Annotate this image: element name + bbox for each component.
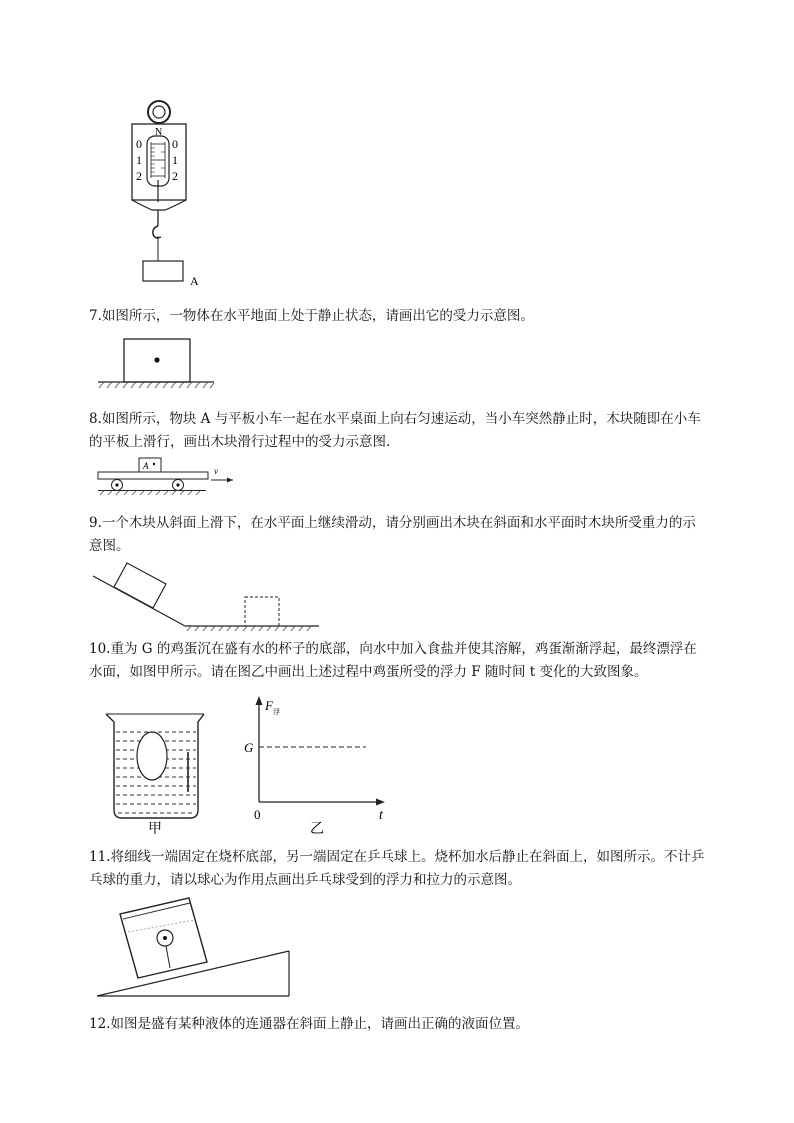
graph-origin: 0 bbox=[254, 807, 261, 822]
incline-diagram bbox=[91, 556, 321, 634]
question-10: 10.重为 G 的鸡蛋沉在盛有水的杯子的底部，向水中加入食盐并使其溶解，鸡蛋渐渐浮起，最终漂浮在水面，如图甲所示。请在图乙中画出上述过程中鸡蛋所受的浮力 F 随时间 t 变化的大致图象。 bbox=[89, 641, 697, 680]
beaker-caption: 甲 bbox=[148, 822, 162, 837]
graph-y-label: F bbox=[265, 698, 273, 713]
question-11: 11.将细线一端固定在烧杯底部，另一端固定在乒乓球上。烧杯加水后静止在斜面上，如图所示。不计乒乓球的重力，请以球心为作用点画出乒乓球受到的浮力和拉力的示意图。 bbox=[89, 849, 705, 888]
velocity-label: v bbox=[214, 466, 218, 476]
block-label-a: A bbox=[190, 274, 199, 288]
beaker-graph-diagram bbox=[104, 692, 404, 838]
cart-diagram bbox=[96, 454, 246, 496]
beaker-on-incline-diagram bbox=[93, 896, 293, 1000]
left-tick-2: 2 bbox=[136, 169, 142, 183]
question-7: 7.如图所示，一物体在水平地面上处于静止状态，请画出它的受力示意图。 bbox=[89, 308, 534, 324]
spring-scale-figure bbox=[125, 98, 215, 288]
right-tick-1: 1 bbox=[172, 153, 178, 167]
graph-x-label: t bbox=[379, 808, 383, 823]
cart-block-label: A bbox=[143, 461, 149, 471]
unit-label: N bbox=[155, 127, 163, 138]
left-tick-0: 0 bbox=[136, 137, 142, 151]
graph-y-subscript: 浮 bbox=[273, 708, 280, 716]
right-tick-2: 2 bbox=[172, 169, 178, 183]
graph-g-label: G bbox=[244, 740, 254, 755]
cart-figure bbox=[96, 454, 246, 496]
right-tick-0: 0 bbox=[172, 137, 178, 151]
block-on-ground-figure bbox=[96, 336, 216, 392]
question-8: 8.如图所示，物块 A 与平板小车一起在水平桌面上向右匀速运动，当小车突然静止时，木块随即在小车的平板上滑行，画出木块滑行过程中的受力示意图. bbox=[89, 411, 701, 450]
left-tick-1: 1 bbox=[136, 153, 142, 167]
question-9: 9.一个木块从斜面上滑下，在水平面上继续滑动，请分别画出木块在斜面和水平面时木块所受重力的示意图。 bbox=[89, 515, 696, 554]
block-on-ground-diagram bbox=[96, 336, 216, 392]
question-12: 12.如图是盛有某种液体的连通器在斜面上静止，请画出正确的液面位置。 bbox=[89, 1016, 529, 1032]
spring-scale-diagram bbox=[125, 98, 215, 288]
incline-figure bbox=[91, 556, 321, 634]
beaker-on-incline-figure bbox=[93, 896, 293, 1000]
beaker-graph-figure bbox=[104, 692, 404, 838]
graph-caption: 乙 bbox=[310, 822, 324, 837]
